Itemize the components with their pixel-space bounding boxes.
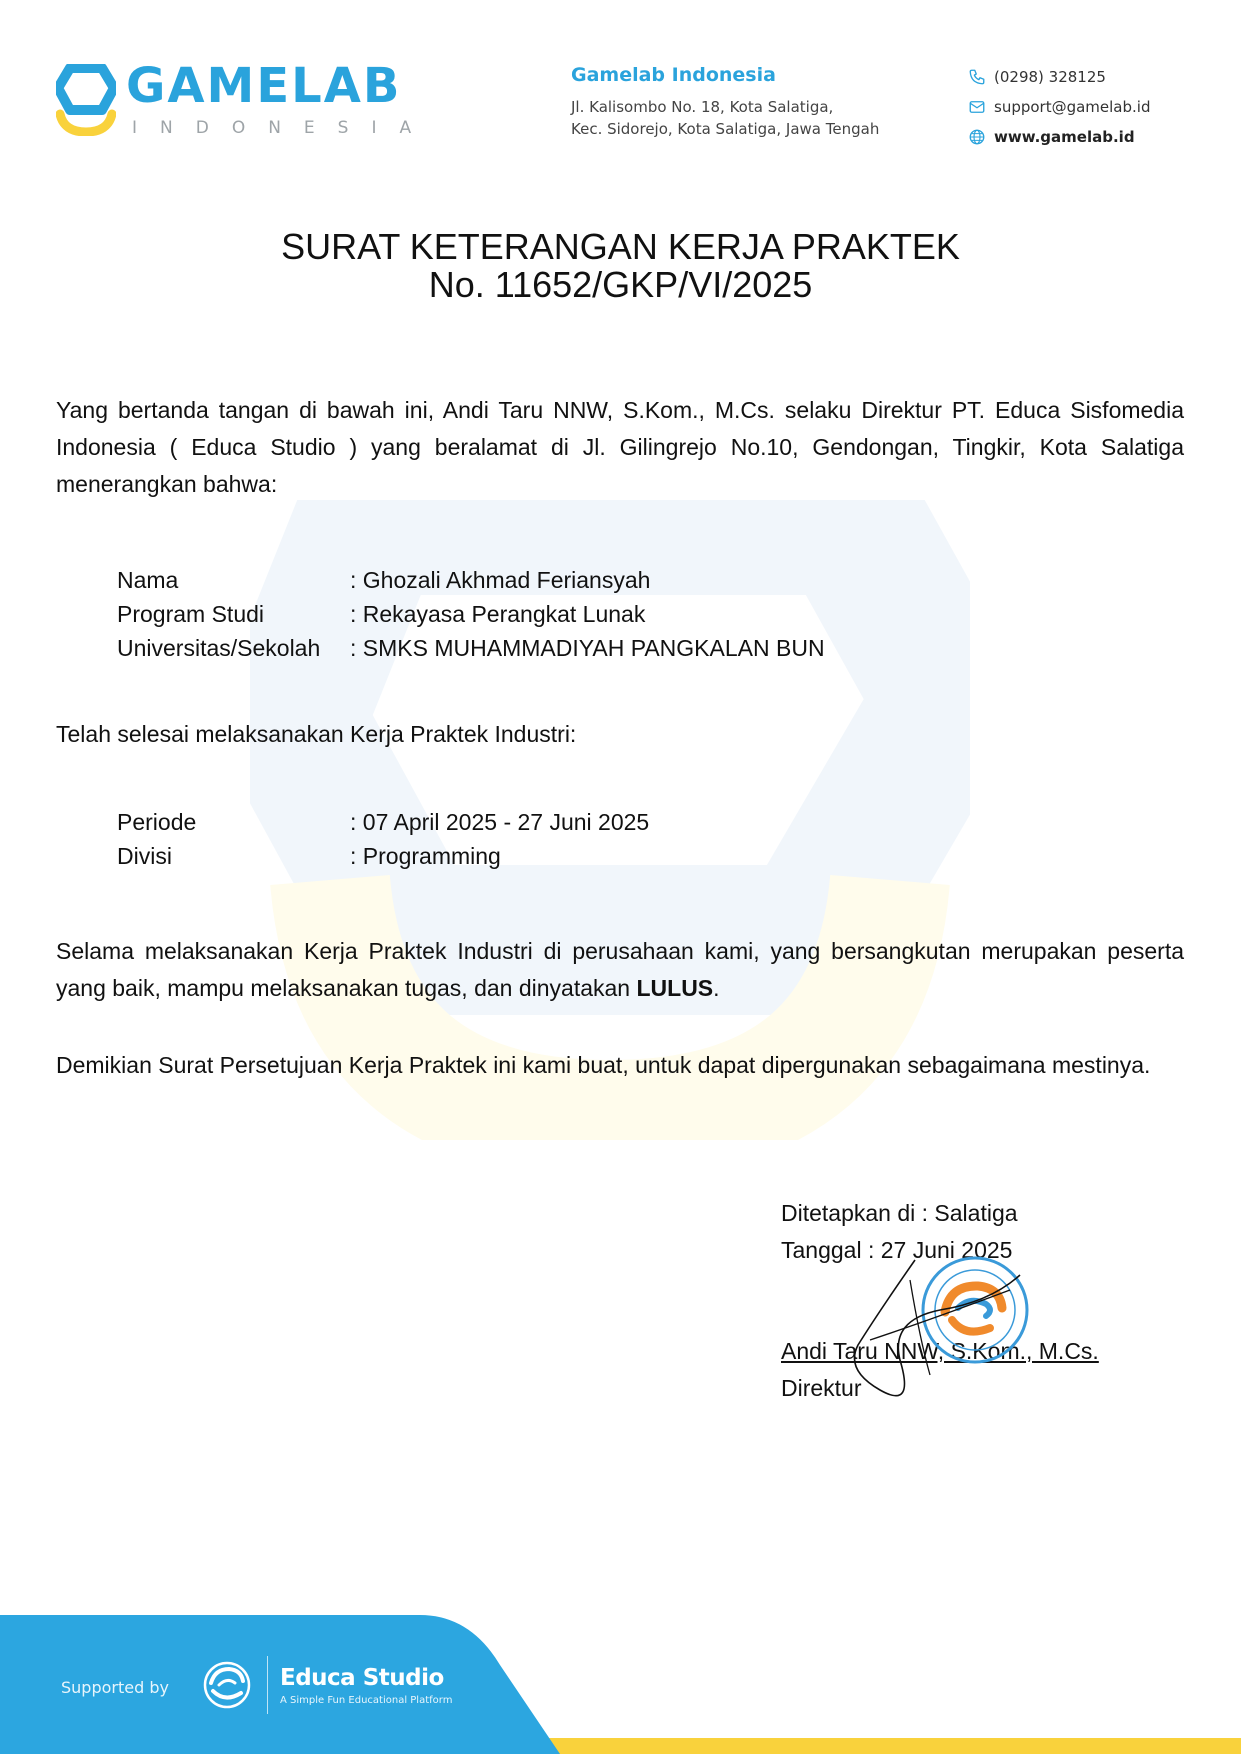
detail-label: Universitas/Sekolah	[117, 635, 321, 661]
company-name: Gamelab Indonesia	[571, 64, 776, 86]
educa-logo-icon	[201, 1659, 253, 1711]
educa-divider	[267, 1656, 268, 1714]
detail-label: Program Studi	[117, 601, 265, 627]
educa-tagline: A Simple Fun Educational Platform	[280, 1694, 453, 1706]
student-detail-row	[117, 563, 825, 597]
globe-icon	[968, 128, 986, 146]
letter-number: No. 11652/GKP/VI/2025	[428, 264, 813, 305]
completed-statement: Telah selesai melaksanakan Kerja Praktek Industri:	[56, 721, 577, 747]
student-details	[117, 563, 825, 665]
company-info	[571, 64, 879, 140]
detail-value: : Programming	[350, 843, 501, 869]
letter-title-block	[0, 228, 1241, 304]
internship-detail-row	[117, 839, 649, 873]
educa-studio-logo	[201, 1656, 452, 1714]
contact-info	[968, 62, 1150, 152]
detail-value: : 07 April 2025 - 27 Juni 2025	[350, 809, 650, 835]
signature-place: Ditetapkan di : Salatiga	[781, 1200, 1018, 1226]
intro-paragraph: Yang bertanda tangan di bawah ini, Andi Taru NNW, S.Kom., M.Cs. selaku Direktur PT. Educa Sisfomedia Indonesia ( Educa Studio ) yang beralamat di Jl. Gilingrejo No.10, Gendongan, Tingkir, Kota Salatiga menerangkan bahwa:	[56, 397, 1184, 497]
detail-label: Nama	[117, 567, 179, 593]
letter-title: SURAT KETERANGAN KERJA PRAKTEK	[281, 226, 960, 267]
result-status: LULUS	[636, 975, 714, 1001]
signatory-name: Andi Taru NNW, S.Kom., M.Cs.	[781, 1338, 1099, 1364]
detail-label: Divisi	[117, 843, 172, 869]
company-address-line2: Kec. Sidorejo, Kota Salatiga, Jawa Tengah	[571, 120, 880, 138]
internship-detail-row	[117, 805, 649, 839]
signatory-position: Direktur	[781, 1375, 862, 1401]
closing-paragraph: Demikian Surat Persetujuan Kerja Praktek ini kami buat, untuk dapat dipergunakan sebagaimana mestinya.	[56, 1052, 1151, 1078]
detail-value: : Rekayasa Perangkat Lunak	[350, 601, 646, 627]
detail-value: : Ghozali Akhmad Feriansyah	[350, 567, 651, 593]
phone-icon	[968, 68, 986, 86]
result-paragraph	[56, 933, 1184, 1007]
phone-row	[968, 62, 1150, 92]
result-text: Selama melaksanakan Kerja Praktek Industri di perusahaan kami, yang bersangkutan merupakan peserta yang baik, mampu melaksanakan tugas, dan dinyatakan	[56, 938, 1184, 1001]
supported-by-label: Supported by	[61, 1678, 169, 1697]
website-link[interactable]: www.gamelab.id	[994, 128, 1135, 146]
educa-name: Educa Studio	[280, 1664, 444, 1691]
gamelab-logo	[56, 58, 435, 144]
mail-icon	[968, 98, 986, 116]
signature-stamp	[840, 1250, 1040, 1420]
company-address-line1: Jl. Kalisombo No. 18, Kota Salatiga,	[571, 98, 834, 116]
student-detail-row	[117, 597, 825, 631]
email-row	[968, 92, 1150, 122]
logo-subtitle: INDONESIA	[132, 118, 435, 138]
phone-number: (0298) 328125	[994, 68, 1106, 86]
logo-wordmark: GAMELAB	[126, 58, 402, 114]
detail-value: : SMKS MUHAMMADIYAH PANGKALAN BUN	[350, 635, 825, 661]
detail-label: Periode	[117, 809, 197, 835]
footer-band	[0, 1615, 1241, 1754]
website-row	[968, 122, 1150, 152]
email-address[interactable]: support@gamelab.id	[994, 98, 1151, 116]
student-detail-row	[117, 631, 825, 665]
result-suffix: .	[713, 975, 720, 1001]
gamelab-logo-mark	[56, 64, 116, 136]
internship-details	[117, 805, 649, 873]
signature-date: Tanggal : 27 Juni 2025	[781, 1237, 1013, 1263]
